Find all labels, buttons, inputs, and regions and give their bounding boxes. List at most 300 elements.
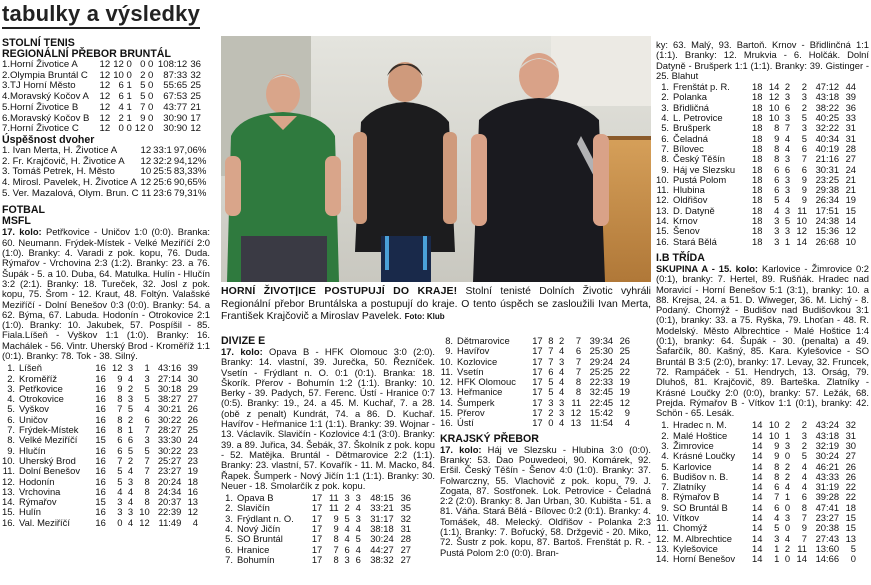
team-cell: Krásné Loučky <box>673 450 736 462</box>
stat-cell: 4 <box>117 485 123 497</box>
rank-cell: 13. <box>656 204 670 216</box>
team-cell: SO Bruntál B <box>673 501 728 513</box>
stat-cell: 4 <box>558 417 565 429</box>
team-cell: Kylešovice <box>673 542 718 554</box>
stat-cell: 14 <box>796 553 807 565</box>
stat-cell: 0 <box>148 123 154 135</box>
stat-cell: 83,33% <box>173 166 207 178</box>
rank-cell: 12. <box>656 194 670 206</box>
stat-cell: 44 <box>845 81 856 93</box>
stat-cell: 22 <box>845 481 856 493</box>
stat-cell: 18 <box>752 81 763 93</box>
team-cell: Žimrovice <box>673 439 714 451</box>
stat-cell: 11 <box>571 396 582 408</box>
team-cell: Nový Jičín <box>237 523 281 535</box>
team-cell: Oldřišov <box>673 194 708 206</box>
divize-text: Opava B - HFK Olomouc 3:0 (2:0). Branky: 14. vlastní, 39. Jurečka, 50. Řezníček. Vsetín - Frýdlant n. O. 0:1 (0:1). Branka: 18. Škorík. Přerov - Bohumín 1:2 (1:1). Branky: 10. Berky - 39. Padych, 57. Ferenc. Ústí - Hranice 0:7 (0:5). Branky: 19., 24. a 45. M. Kuchař, 7. a 28. (obě z penalt) Kundrát, 74. a 86. D. Kuchař. Havířov - Heřmanice 1:1 (1:1). Branky: 39. Wojnar - 13. Václavík. Slavičín - Kozlovice 4:1 (3:0). Branky: 39. a 89. Juřica, 34. Šebák, 37. Školník z pok. kopu - 52. Matějka. Bruntál - Dětmarovice 2:2 (1:1). Branky: 23. vlastní, 57. Kovařík - 11. M. Macko, 84. Řapek. Šumperk - Nový Jičín 1:1 (1:1). Branky: 30. Neuer - 18. Smolarčík z pok. kopu. <box>221 346 436 491</box>
stat-cell: 32 <box>190 69 201 81</box>
stat-cell: 26:34 <box>815 194 840 206</box>
stat-cell: 3 <box>784 439 791 451</box>
team-photo <box>221 36 651 282</box>
team-cell: Bílovec <box>673 142 704 154</box>
caption-text: Stolní tenisté Dolních Životic vyhráli Regionální přebor Bruntálska a postupují do kraje. O tento úspěch se zasloužili Ivan Merta, František Krajčovič a Miroslav Pavelek. <box>221 286 651 322</box>
stat-cell: 16 <box>95 424 106 436</box>
stat-cell: 7 <box>144 424 150 436</box>
stat-cell: 4 <box>784 142 791 154</box>
right-column <box>656 0 869 585</box>
divize-heading: DIVIZE E <box>221 335 266 347</box>
divize-table-cont <box>440 336 630 429</box>
stat-cell: 14 <box>845 215 856 227</box>
rank-cell: 2. <box>7 372 16 384</box>
stat-cell: 14 <box>752 460 763 472</box>
stat-cell: 4 <box>801 481 807 493</box>
stat-cell: 16 <box>95 485 106 497</box>
stat-cell: 31 <box>400 523 411 535</box>
stat-cell: 17 <box>532 345 543 357</box>
stat-cell: 7 <box>144 454 150 466</box>
stat-cell: 36 <box>400 492 411 504</box>
stat-cell: 14 <box>752 470 763 482</box>
stat-cell: 12 <box>99 69 111 81</box>
rank-cell: 14. <box>2 496 16 508</box>
rank-cell: 2. <box>661 429 670 441</box>
stat-cell: 6 <box>774 184 780 196</box>
stat-cell: 3 <box>548 396 554 408</box>
stat-cell: 3 <box>144 372 150 384</box>
stat-cell: 29:24 <box>589 355 614 367</box>
team-cell: Čeladná <box>673 132 708 144</box>
team-cell: Šumperk <box>457 396 495 408</box>
stat-cell: 14 <box>752 450 763 462</box>
stat-cell: 4 <box>355 523 361 535</box>
rank-cell: 8. <box>7 434 16 446</box>
stat-cell: 39 <box>187 362 198 374</box>
team-cell: Uherský Brod <box>19 454 76 466</box>
stat-cell: 15 <box>95 496 106 508</box>
stat-cell: 10 <box>768 101 780 113</box>
stat-cell: 3 <box>784 91 791 103</box>
stat-cell: 17 <box>532 335 543 346</box>
team-cell: Hradec n. M. <box>673 419 727 431</box>
team-cell: Rýmařov B <box>673 491 720 503</box>
stat-cell: 12 <box>139 516 150 528</box>
stat-cell: 13 <box>187 496 198 508</box>
team-cell: Opava B <box>237 492 274 504</box>
stat-cell: 0 <box>126 69 132 81</box>
stat-cell: 4 <box>118 101 124 113</box>
stat-cell: 11:49 <box>158 516 182 528</box>
krajsky-heading: KRAJSKÝ PŘEBOR <box>440 432 539 445</box>
stat-cell: 4 <box>344 523 350 535</box>
stat-cell: 8 <box>333 533 339 545</box>
stat-cell: 5 <box>140 91 146 103</box>
stat-cell: 38:27 <box>157 393 182 405</box>
stat-cell: 15 <box>845 512 856 524</box>
team-cell: Kroměříž <box>19 372 58 384</box>
stat-cell: 2 <box>558 335 565 346</box>
stat-cell: 17 <box>311 512 323 524</box>
stat-cell: 28 <box>400 533 411 545</box>
stat-cell: 29:38 <box>815 184 840 196</box>
team-cell: Horní Benešov <box>673 553 736 565</box>
stat-cell: 7 <box>117 403 123 415</box>
rank-cell: 2. <box>225 502 233 514</box>
rank-cell: 7. <box>661 481 670 493</box>
stat-cell: 32 <box>400 512 411 524</box>
krajsky-results <box>440 445 651 558</box>
stat-cell: 4 <box>127 465 134 477</box>
stat-cell: 0 <box>140 59 146 70</box>
stat-cell: 2 <box>801 439 807 451</box>
stat-cell: 0 <box>148 59 154 70</box>
stat-cell: 25 <box>187 424 198 436</box>
stat-cell: 8 <box>548 335 554 346</box>
stat-cell: 23 <box>187 444 198 456</box>
table-row <box>2 189 206 200</box>
stat-cell: 30:21 <box>157 403 182 415</box>
stat-cell: 24:34 <box>157 485 182 497</box>
stat-cell: 5 <box>144 393 150 405</box>
stat-cell: 10 <box>796 215 807 227</box>
stat-cell: 4 <box>355 502 361 514</box>
stat-cell: 6 <box>344 543 350 555</box>
stat-cell: 14:66 <box>815 553 840 565</box>
stat-cell: 8 <box>774 142 780 154</box>
team-cell: Vyškov <box>19 403 49 415</box>
rank-cell: 5. <box>225 533 233 545</box>
stat-cell: 17:51 <box>815 204 840 216</box>
stat-cell: 14 <box>752 429 763 441</box>
stat-cell: 8 <box>801 501 807 513</box>
stat-cell: 26 <box>845 470 856 482</box>
stat-cell: 17 <box>532 417 543 429</box>
team-cell: Český Těšín <box>673 153 725 165</box>
stat-cell: 17 <box>311 523 323 535</box>
stat-cell: 23:6 <box>153 187 172 199</box>
stat-cell: 11:54 <box>590 417 614 429</box>
stat-cell: 4 <box>127 496 134 508</box>
stat-cell: 6 <box>774 501 780 513</box>
team-cell: Slavičín <box>237 502 270 514</box>
stat-cell: 17 <box>532 376 543 388</box>
stat-cell: 9 <box>801 173 807 185</box>
team-cell: Dolní Benešov <box>19 465 81 477</box>
rank-cell: 12. <box>2 475 16 487</box>
stat-cell: 3 <box>774 532 780 544</box>
stat-cell: 6 <box>118 91 124 103</box>
team-cell: Vsetín <box>457 365 484 377</box>
msfl-table <box>2 363 198 528</box>
stat-cell: 9 <box>801 184 807 196</box>
stat-cell: 2 <box>784 542 791 554</box>
rank-cell: 13. <box>2 485 16 497</box>
rank-cell: 15. <box>440 407 454 419</box>
stat-cell: 20:37 <box>157 496 182 508</box>
stat-cell: 15 <box>845 204 856 216</box>
stat-cell: 18 <box>845 501 856 513</box>
stat-cell: 12 <box>99 80 111 92</box>
stat-cell: 8 <box>144 496 150 508</box>
stat-cell: 16 <box>95 506 106 518</box>
rank-cell: 14. <box>440 396 454 408</box>
rank-cell: 6. <box>661 132 670 144</box>
stat-cell: 6 <box>355 553 361 565</box>
stat-cell: 12 <box>140 144 152 156</box>
divize-results <box>221 347 435 491</box>
stat-cell: 7 <box>117 454 123 466</box>
stat-cell: 4 <box>558 376 565 388</box>
stat-cell: 19 <box>619 376 630 388</box>
stat-cell: 3 <box>801 91 807 103</box>
stat-cell: 6 <box>575 345 582 357</box>
stat-cell: 0 <box>784 553 791 565</box>
stat-cell: 79,31% <box>173 187 207 199</box>
stat-cell: 14 <box>768 81 780 93</box>
stat-cell: 3 <box>558 407 565 419</box>
stat-cell: 2 <box>784 470 791 482</box>
table-row <box>656 554 856 564</box>
stat-cell: 5 <box>144 444 150 456</box>
rank-cell: 3. <box>661 439 670 451</box>
stat-cell: 19 <box>619 386 630 398</box>
team-cell: Zlatníky <box>673 481 706 493</box>
stat-cell: 14 <box>752 553 763 565</box>
team-cell: 1.Horní Životice A <box>2 59 78 70</box>
stat-cell: 13:60 <box>815 542 840 554</box>
stat-cell: 5 <box>344 512 350 524</box>
stat-cell: 3 <box>344 553 350 565</box>
stat-cell: 43:77 <box>163 101 188 113</box>
rank-cell: 7. <box>7 424 16 436</box>
stat-cell: 17 <box>311 533 323 545</box>
stat-cell: 12 <box>99 123 111 135</box>
stat-cell: 29 <box>187 382 198 394</box>
team-cell: Hlubina <box>673 184 705 196</box>
stat-cell: 3 <box>558 355 565 367</box>
stat-cell: 6 <box>784 163 791 175</box>
stat-cell: 31:19 <box>815 481 840 493</box>
stat-cell: 12 <box>99 91 111 103</box>
stat-cell: 10 <box>768 429 780 441</box>
stat-cell: 18 <box>752 101 763 113</box>
rank-cell: 12. <box>656 532 670 544</box>
team-cell: Petřkovice <box>19 382 63 394</box>
stat-cell: 27 <box>400 543 411 555</box>
stat-cell: 13 <box>845 532 856 544</box>
stat-cell: 16 <box>95 372 106 384</box>
rank-cell: 6. <box>7 413 16 425</box>
team-cell: M. Albrechtice <box>673 532 732 544</box>
stat-cell: 6 <box>118 80 124 92</box>
stat-cell: 18 <box>752 122 763 134</box>
team-cell: 2.Olympia Bruntál C <box>2 69 88 81</box>
stat-cell: 43:18 <box>815 91 840 103</box>
rank-cell: 10. <box>440 355 454 367</box>
stat-cell: 0 <box>784 450 791 462</box>
stat-cell: 47:41 <box>815 501 840 513</box>
rank-cell: 15. <box>2 506 16 518</box>
stat-cell: 90,65% <box>173 177 207 189</box>
stat-cell: 3 <box>355 492 361 504</box>
stat-cell: 12 <box>140 155 152 167</box>
team-cell: 4.Moravský Kočov A <box>2 91 89 103</box>
stat-cell: 14 <box>752 439 763 451</box>
team-cell: Vítkov <box>673 512 700 524</box>
team-cell: Polanka <box>673 91 707 103</box>
rank-cell: 1. <box>225 492 233 504</box>
stat-cell: 2 <box>784 419 791 431</box>
stat-cell: 5 <box>355 533 361 545</box>
stat-cell: 3 <box>344 492 350 504</box>
stat-cell: 5 <box>548 386 554 398</box>
stat-cell: 25:6 <box>153 177 172 189</box>
stat-cell: 7 <box>548 345 554 357</box>
stat-cell: 8 <box>774 153 780 165</box>
stat-cell: 19 <box>187 465 198 477</box>
team-cell: 5.Horní Životice B <box>2 101 79 113</box>
team-cell: Líšeň <box>19 362 42 374</box>
stat-cell: 9 <box>624 407 630 419</box>
stat-cell: 5 <box>548 376 554 388</box>
stat-cell: 4 <box>127 485 134 497</box>
stolni-subheading: REGIONÁLNÍ PŘEBOR BRUNTÁL <box>2 48 171 60</box>
stat-cell: 22 <box>619 365 630 377</box>
team-photo-image <box>221 36 651 282</box>
rank-cell: 4. <box>7 393 16 405</box>
stat-cell: 5 <box>127 403 134 415</box>
stat-cell: 24 <box>619 355 630 367</box>
team-cell: Dětmarovice <box>457 335 510 346</box>
stat-cell: 23:25 <box>815 173 840 185</box>
stat-cell: 3 <box>784 173 791 185</box>
stat-cell: 4 <box>144 403 150 415</box>
stat-cell: 1 <box>126 91 132 103</box>
team-cell: Brušperk <box>673 122 711 134</box>
stat-cell: 87:33 <box>163 69 188 81</box>
stat-cell: 0 <box>117 516 123 528</box>
stat-cell: 4 <box>355 543 361 555</box>
rank-cell: 11. <box>440 365 454 377</box>
stat-cell: 18 <box>752 173 763 185</box>
stat-cell: 2 <box>801 81 807 93</box>
rank-cell: 4. <box>661 112 670 124</box>
stat-cell: 15:42 <box>589 407 614 419</box>
table-row <box>221 555 411 565</box>
stat-cell: 3 <box>144 434 150 446</box>
team-cell: Šenov <box>673 225 700 237</box>
stat-cell: 12 <box>99 59 111 70</box>
stat-cell: 27 <box>400 553 411 565</box>
stat-cell: 3 <box>774 235 780 247</box>
stat-cell: 36 <box>190 59 201 70</box>
stat-cell: 17 <box>190 112 201 124</box>
stat-cell: 12 <box>619 396 630 408</box>
team-cell: Budišov n. B. <box>673 470 729 482</box>
uspech-heading: Úspěšnost dvoher <box>2 133 95 146</box>
stat-cell: 21:16 <box>815 153 840 165</box>
stat-cell: 10 <box>113 69 124 81</box>
rank-cell: 10. <box>2 454 16 466</box>
team-cell: 7.Horní Životice C <box>2 123 79 135</box>
stat-cell: 13 <box>570 417 582 429</box>
rank-cell: 11. <box>2 465 16 477</box>
stat-cell: 24:38 <box>815 215 840 227</box>
rank-cell: 3. <box>661 101 670 113</box>
stat-cell: 6 <box>801 163 807 175</box>
stat-cell: 14 <box>796 235 807 247</box>
stat-cell: 31 <box>845 429 856 441</box>
stat-cell: 4 <box>784 532 791 544</box>
team-cell: 5. Ver. Mazalová, Olym. Brun. C <box>2 187 139 199</box>
stat-cell: 44:27 <box>370 543 394 555</box>
team-cell: Hulín <box>19 506 41 518</box>
stat-cell: 12 <box>99 101 111 113</box>
stat-cell: 12 <box>113 59 124 70</box>
stat-cell: 4 <box>558 365 565 377</box>
stat-cell: 1 <box>784 235 791 247</box>
stat-cell: 16 <box>95 516 106 528</box>
rank-cell: 9. <box>445 345 454 357</box>
stat-cell: 9 <box>140 112 146 124</box>
table-row <box>440 418 630 428</box>
stat-cell: 0 <box>784 522 791 534</box>
stat-cell: 4 <box>784 132 791 144</box>
stat-cell: 18 <box>752 91 763 103</box>
stat-cell: 0 <box>148 91 154 103</box>
stat-cell: 33:21 <box>370 502 394 514</box>
stat-cell: 3 <box>558 396 565 408</box>
middle-area <box>221 0 651 585</box>
team-cell: Hranice <box>237 543 270 555</box>
section-title: tabulky a výsledky <box>2 2 200 29</box>
stat-cell: 21 <box>190 101 201 113</box>
stat-cell: 12 <box>134 123 146 135</box>
ib-heading: I.B TŘÍDA <box>656 251 705 264</box>
stat-cell: 20:38 <box>815 522 840 534</box>
stat-cell: 27 <box>845 450 856 462</box>
stat-cell: 31:17 <box>370 512 394 524</box>
stat-cell: 9 <box>774 450 780 462</box>
team-cell: Vrchovina <box>19 485 61 497</box>
stat-cell: 18 <box>752 215 763 227</box>
stat-cell: 1 <box>784 491 791 503</box>
stat-cell: 5 <box>144 382 150 394</box>
stat-cell: 0 <box>148 69 154 81</box>
stat-cell: 26 <box>187 403 198 415</box>
stat-cell: 11 <box>141 187 152 199</box>
stat-cell: 40:19 <box>815 142 840 154</box>
stat-cell: 8 <box>575 376 582 388</box>
team-cell: Bohumín <box>237 553 275 565</box>
stat-cell: 18 <box>752 235 763 247</box>
rank-cell: 7. <box>225 553 233 565</box>
stat-cell: 4 <box>784 481 791 493</box>
rank-cell: 6. <box>661 470 670 482</box>
stat-cell: 47:12 <box>815 81 840 93</box>
team-cell: Háj ve Slezsku <box>673 163 736 175</box>
stat-cell: 5 <box>127 444 134 456</box>
rank-cell: 9. <box>661 163 670 175</box>
team-cell: 3.TJ Horní Město <box>2 80 76 92</box>
stat-cell: 16 <box>95 403 106 415</box>
stat-cell: 5 <box>850 542 856 554</box>
stat-cell: 17 <box>532 396 543 408</box>
rank-cell: 9. <box>7 444 16 456</box>
team-cell: Stará Bělá <box>673 235 717 247</box>
stat-cell: 55:65 <box>163 80 188 92</box>
stat-cell: 11 <box>328 502 339 514</box>
